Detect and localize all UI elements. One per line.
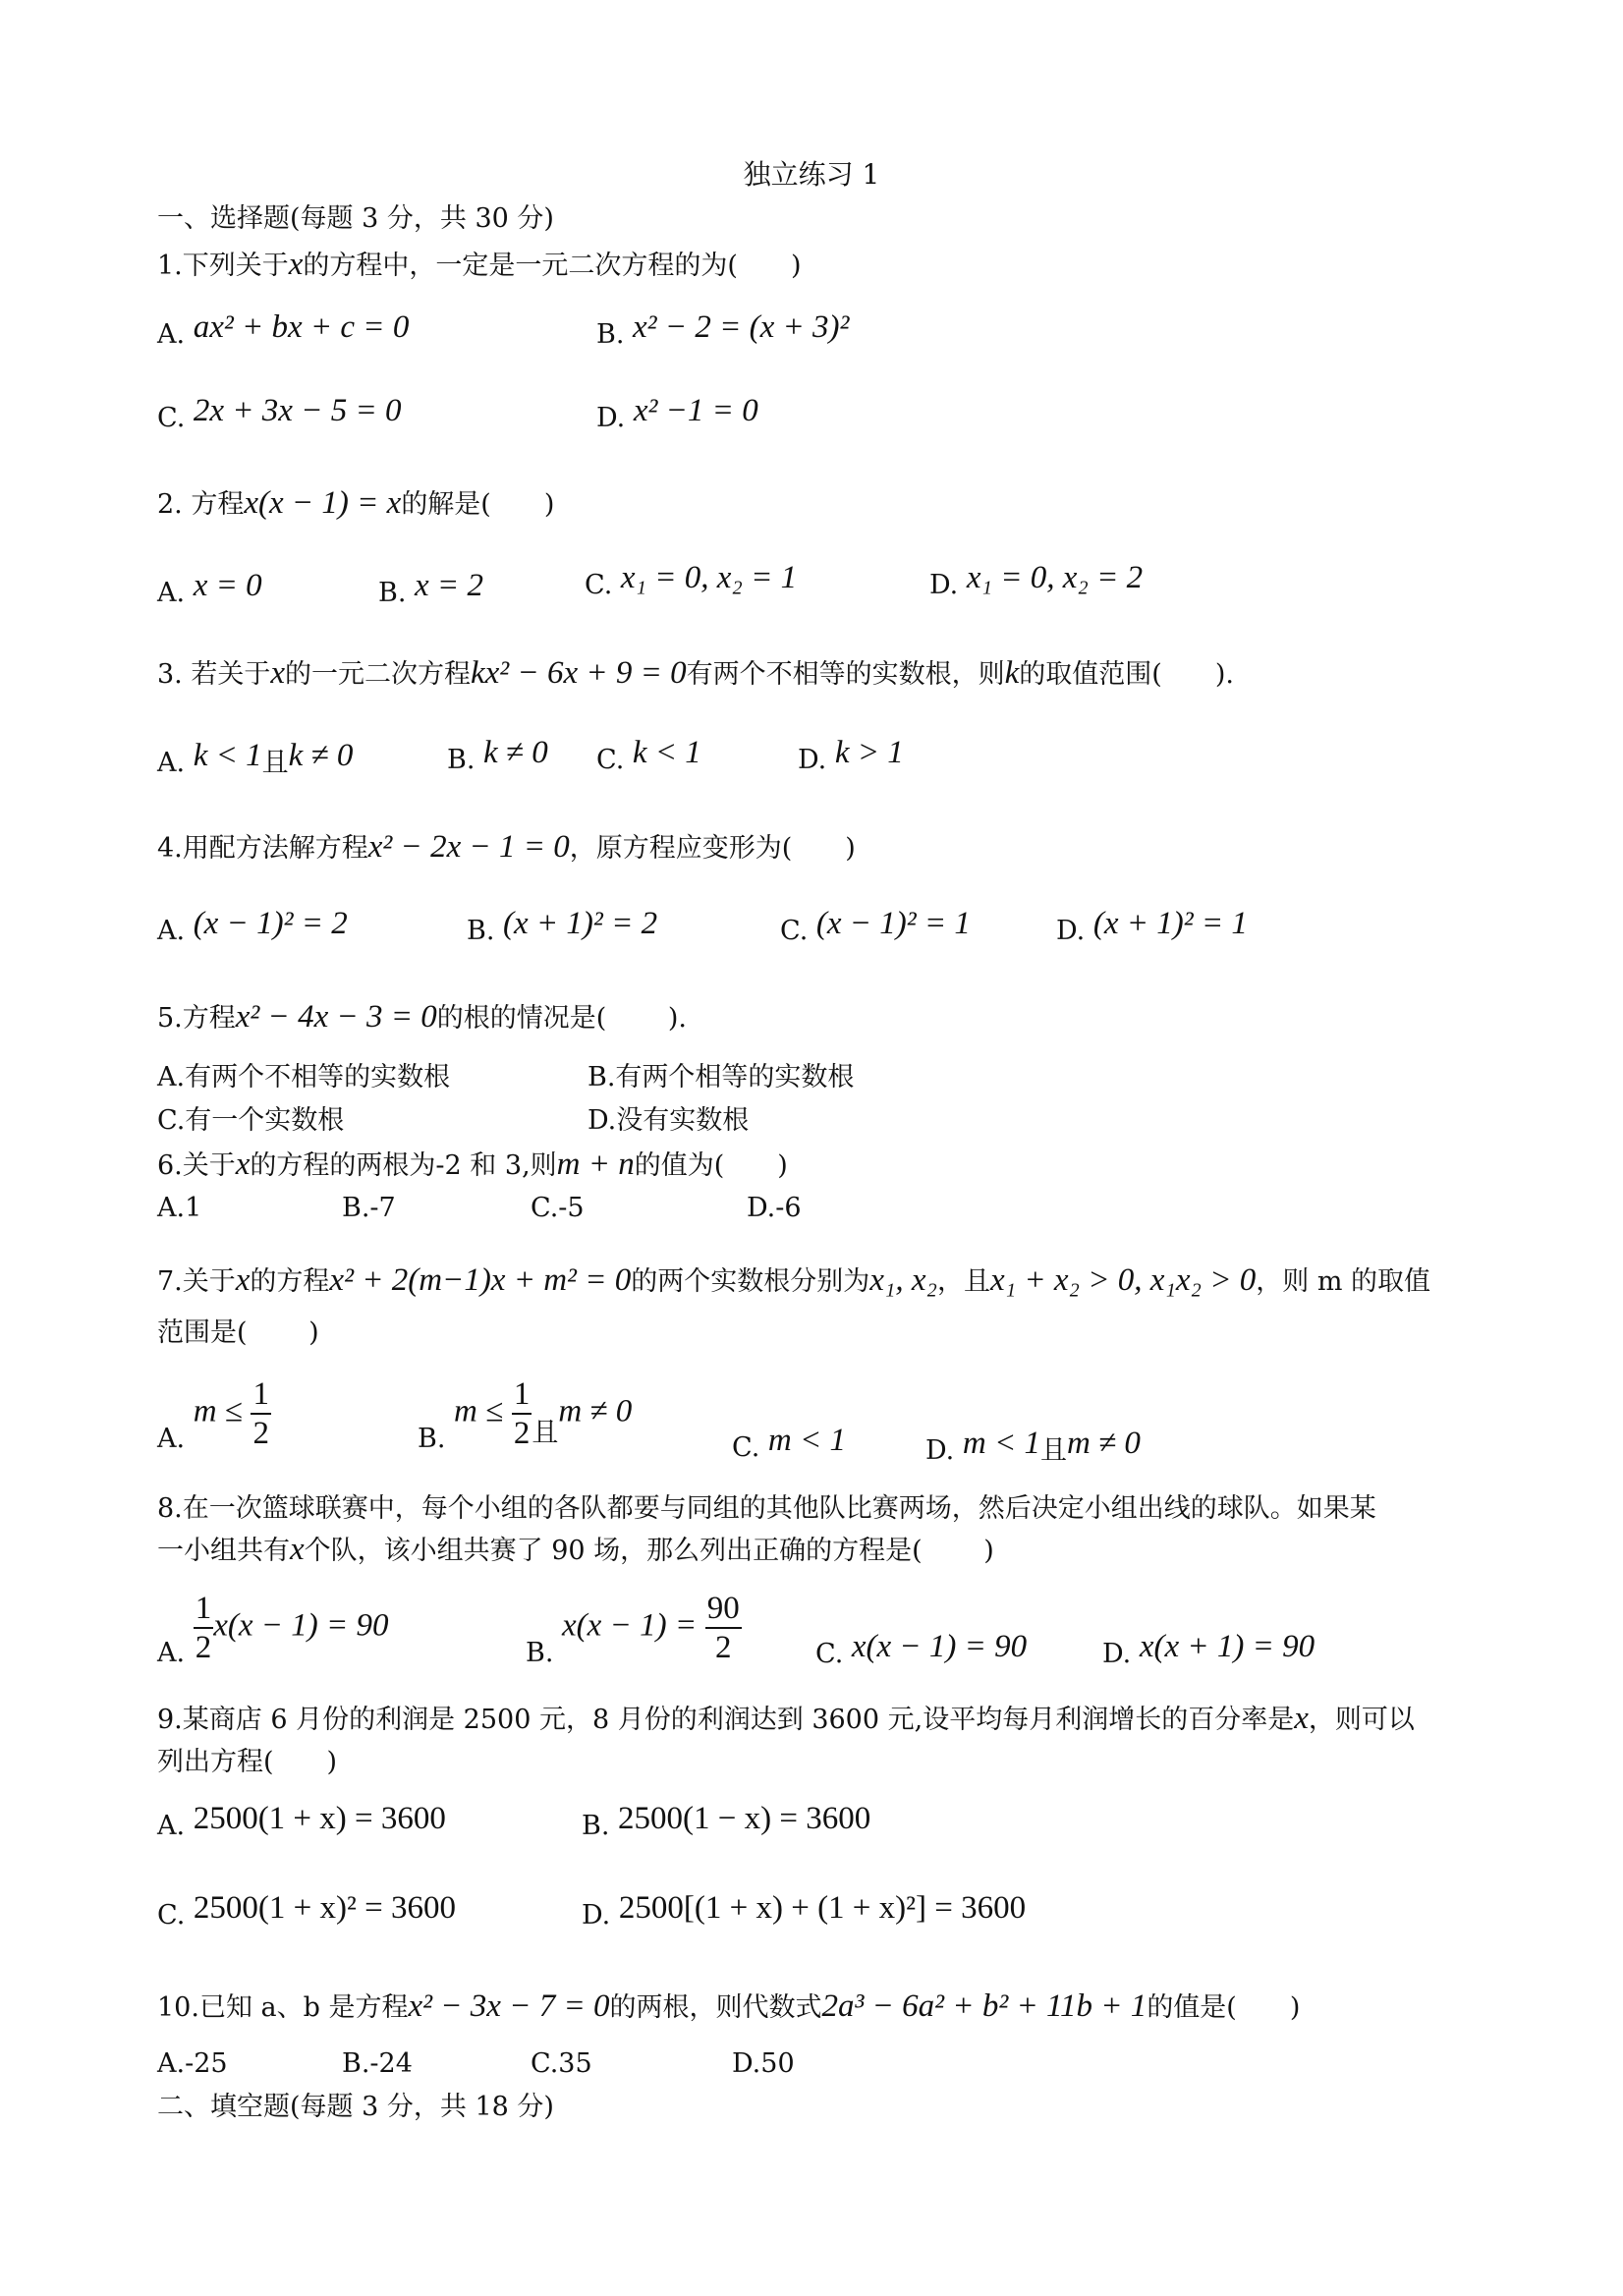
q7-option-a-fraction (251, 1375, 271, 1452)
q3-option-a (157, 735, 354, 778)
q4-option-a-label: A. (157, 916, 186, 946)
q3-option-a-mid: 且 (261, 748, 289, 778)
q10-option-d: D.50 (732, 2048, 795, 2079)
q5-option-b: B.有两个相等的实数根 (588, 1062, 855, 1092)
q4-option-c-label: C. (780, 916, 809, 946)
q2-option-a-label: A. (157, 578, 186, 608)
section-2-heading: 二、填空题(每题 3 分，共 18 分) (157, 2092, 554, 2122)
q7-option-a-pre: m ≤ (193, 1393, 243, 1429)
question-4-stem (157, 830, 856, 866)
q7-option-d (925, 1423, 1141, 1466)
q4-option-d-expr: (x + 1)² = 1 (1092, 906, 1248, 941)
q4-expr: x² − 2x − 1 = 0 (367, 829, 570, 865)
q8-option-a-label: A. (157, 1637, 186, 1668)
q8-option-c (815, 1629, 1028, 1669)
q1-option-d-expr: x² −1 = 0 (633, 393, 758, 428)
q4-option-c (780, 906, 971, 946)
q8-stem-a: 一小组共有 (157, 1536, 290, 1566)
q3-option-c-label: C. (596, 745, 625, 775)
q8-option-b-label: B. (526, 1637, 554, 1668)
q2-option-a (157, 568, 262, 608)
q1-option-a-label: A. (157, 319, 186, 350)
question-6-stem (157, 1148, 788, 1183)
q10-stem-b: 的两根，则代数式 (609, 1992, 822, 2023)
q5-option-d: D.没有实数根 (588, 1105, 750, 1136)
q4-option-d (1056, 906, 1248, 946)
q3-option-c (596, 735, 701, 775)
q3-option-a-expr2: k ≠ 0 (288, 738, 354, 773)
q7-stem-a: 7.关于 (157, 1266, 236, 1297)
q9-option-d-label: D. (582, 1900, 611, 1931)
q7-option-d-label: D. (925, 1435, 955, 1466)
q1-option-a-expr: ax² + bx + c = 0 (193, 309, 410, 345)
q7-option-d-expr2: m ≠ 0 (1066, 1426, 1141, 1461)
q8-option-d (1102, 1629, 1315, 1669)
q6-stem-a: 6.关于 (157, 1150, 236, 1181)
q2-option-b (378, 568, 483, 608)
q6-option-a: A.1 (157, 1193, 202, 1223)
q2-stem-a: 2. 方程 (157, 489, 245, 520)
q8-var: x (290, 1532, 305, 1567)
q8-option-b (526, 1590, 742, 1666)
q3-option-b (447, 735, 548, 775)
q10-option-c: C.35 (531, 2048, 592, 2079)
q7-option-a-label: A. (157, 1423, 186, 1454)
q10-stem-c: 的值是( ) (1147, 1992, 1301, 2023)
q3-option-d-expr: k > 1 (834, 735, 904, 770)
q7-stem-e: ，则 m 的取值 (1256, 1266, 1431, 1297)
q1-option-a (157, 309, 410, 350)
q4-option-b-label: B. (467, 916, 495, 946)
q7-option-c-label: C. (732, 1432, 760, 1463)
q9-option-b-expr: 2500(1 − x) = 3600 (618, 1801, 871, 1836)
q9-stem-a: 9.某商店 6 月份的利润是 2500 元，8 月份的利润达到 3600 元,设平均每月利润增长的百分率是 (157, 1705, 1295, 1735)
q1-option-c (157, 393, 402, 433)
q4-option-a-expr: (x − 1)² = 2 (193, 906, 348, 941)
q7-option-a-numerator: 1 (251, 1375, 271, 1415)
q8-stem-b: 个队，该小组共赛了 90 场，那么列出正确的方程是( ) (304, 1536, 994, 1566)
q7-roots: x₁, x₂ (869, 1262, 937, 1298)
q3-var: x (270, 655, 285, 691)
page-title: 独立练习 1 (743, 158, 880, 191)
q10-option-a: A.-25 (157, 2048, 228, 2079)
q8-option-b-pre: x(x − 1) = (562, 1607, 698, 1644)
q2-stem-b: 的解是( ) (401, 489, 555, 520)
q2-option-d-label: D. (929, 570, 959, 600)
q9-option-a-expr: 2500(1 + x) = 3600 (193, 1801, 446, 1836)
q3-option-d (798, 735, 904, 775)
q1-option-d (596, 393, 758, 433)
q5-option-a: A.有两个不相等的实数根 (157, 1062, 451, 1092)
q4-stem-a: 4.用配方法解方程 (157, 833, 368, 864)
q3-option-c-expr: k < 1 (632, 735, 701, 770)
q7-var: x (235, 1262, 251, 1298)
q1-option-b-expr: x² − 2 = (x + 3)² (633, 309, 850, 345)
q9-option-c-label: C. (157, 1900, 186, 1931)
q7-option-d-mid: 且 (1039, 1435, 1067, 1466)
q3-stem-a: 3. 若关于 (157, 659, 271, 690)
q6-option-c: C.-5 (531, 1193, 585, 1223)
q9-option-b-label: B. (582, 1811, 610, 1841)
q4-option-c-expr: (x − 1)² = 1 (815, 906, 971, 941)
question-9-stem (157, 1702, 1415, 1737)
q8-option-c-expr: x(x − 1) = 90 (851, 1629, 1028, 1664)
q9-var: x (1294, 1701, 1309, 1736)
q8-option-b-numerator: 90 (705, 1590, 742, 1629)
q1-stem-b: 的方程中，一定是一元二次方程的为( ) (303, 251, 802, 281)
q3-stem-c: 有两个不相等的实数根，则 (686, 659, 1005, 690)
q8-option-b-fraction (705, 1590, 742, 1666)
q7-option-c-expr: m < 1 (767, 1423, 846, 1458)
q1-var: x (288, 247, 304, 282)
q9-stem-b: ，则可以 (1308, 1705, 1415, 1735)
q2-option-c-expr: x₁ = 0, x₂ = 1 (620, 560, 798, 595)
q9-option-a-label: A. (157, 1811, 186, 1841)
q7-option-a-denominator: 2 (252, 1416, 269, 1451)
q7-option-a (157, 1375, 271, 1452)
q7-option-b-fraction (512, 1375, 532, 1452)
q3-expr: kx² − 6x + 9 = 0 (471, 655, 687, 691)
q1-option-b (596, 309, 850, 350)
q8-option-c-label: C. (815, 1639, 844, 1669)
q8-option-d-label: D. (1102, 1639, 1132, 1669)
q7-option-b-pre: m ≤ (454, 1393, 504, 1429)
q7-option-b-post: m ≠ 0 (558, 1393, 633, 1429)
q7-stem-d: ，且 (936, 1266, 990, 1297)
q8-option-a-post: x(x − 1) = 90 (213, 1607, 389, 1644)
q6-option-b: B.-7 (342, 1193, 396, 1223)
q1-option-c-label: C. (157, 403, 186, 433)
q2-option-c-label: C. (585, 570, 613, 600)
question-8-line1: 8.在一次篮球联赛中，每个小组的各队都要与同组的其他队比赛两场，然后决定小组出线的球队。如果某 (157, 1493, 1376, 1524)
q6-option-d: D.-6 (747, 1193, 802, 1223)
q8-option-a (157, 1590, 389, 1666)
q7-option-b-numerator: 1 (512, 1375, 532, 1415)
q9-option-c-expr: 2500(1 + x)² = 3600 (193, 1890, 456, 1926)
q2-option-c (585, 560, 798, 600)
q7-option-b (418, 1375, 632, 1452)
q2-option-d-expr: x₁ = 0, x₂ = 2 (966, 560, 1144, 595)
q8-option-a-denominator: 2 (195, 1630, 212, 1665)
q7-option-b-mid: 且 (532, 1417, 559, 1448)
question-3-stem (157, 656, 1234, 692)
q3-stem-b: 的一元二次方程 (285, 659, 471, 690)
q7-expr: x² + 2(m−1)x + m² = 0 (329, 1262, 632, 1298)
question-5-stem (157, 1000, 687, 1036)
q3-var2: k (1004, 655, 1020, 691)
question-10-stem (157, 1989, 1300, 2025)
q9-option-d-expr: 2500[(1 + x) + (1 + x)²] = 3600 (618, 1890, 1027, 1926)
q1-stem-a: 1.下列关于 (157, 251, 289, 281)
q7-condition: x₁ + x₂ > 0, x₁x₂ > 0 (989, 1262, 1257, 1298)
q3-option-a-expr: k < 1 (193, 738, 262, 773)
q7-option-b-label: B. (418, 1423, 446, 1454)
question-9-stem-line2: 列出方程( ) (157, 1747, 338, 1777)
q4-option-d-label: D. (1056, 916, 1086, 946)
q3-stem-d: 的取值范围( ). (1019, 659, 1234, 690)
question-1-stem (157, 248, 802, 283)
q9-option-c (157, 1890, 456, 1931)
question-8-stem (157, 1533, 994, 1568)
q7-option-b-denominator: 2 (513, 1416, 531, 1451)
q3-option-d-label: D. (798, 745, 827, 775)
q10-expr: x² − 3x − 7 = 0 (408, 1988, 610, 2024)
q5-stem-a: 5.方程 (157, 1003, 236, 1034)
q1-option-c-expr: 2x + 3x − 5 = 0 (193, 393, 402, 428)
q6-stem-c: 的值为( ) (634, 1150, 788, 1181)
q9-option-d (582, 1890, 1027, 1931)
question-7-stem (157, 1263, 1430, 1299)
q8-option-d-expr: x(x + 1) = 90 (1139, 1629, 1315, 1664)
q2-option-a-expr: x = 0 (193, 568, 262, 603)
q6-stem-b: 的方程的两根为-2 和 3,则 (250, 1150, 557, 1181)
q8-option-a-numerator: 1 (194, 1590, 214, 1629)
q7-option-c (732, 1423, 846, 1463)
q1-option-b-label: B. (596, 319, 625, 350)
question-7-stem-line2: 范围是( ) (157, 1317, 319, 1348)
q5-expr: x² − 4x − 3 = 0 (235, 999, 437, 1035)
q2-expr: x(x − 1) = x (244, 485, 402, 521)
q4-option-b-expr: (x + 1)² = 2 (503, 906, 658, 941)
q10-option-b: B.-24 (342, 2048, 413, 2079)
q6-expr: m + n (556, 1147, 635, 1182)
q4-stem-b: ，原方程应变形为( ) (569, 833, 856, 864)
q8-option-a-fraction (194, 1590, 214, 1666)
q6-var: x (235, 1147, 251, 1182)
q2-option-b-expr: x = 2 (415, 568, 483, 603)
q7-option-d-expr: m < 1 (962, 1426, 1040, 1461)
q5-stem-b: 的根的情况是( ). (436, 1003, 687, 1034)
q7-stem-c: 的两个实数根分别为 (631, 1266, 870, 1297)
q10-expr2: 2a³ − 6a² + b² + 11b + 1 (821, 1988, 1147, 2024)
q8-option-b-denominator: 2 (714, 1630, 732, 1665)
q3-option-b-expr: k ≠ 0 (483, 735, 548, 770)
q7-stem-b: 的方程 (250, 1266, 330, 1297)
q4-option-a (157, 906, 348, 946)
q9-option-a (157, 1801, 446, 1841)
q4-option-b (467, 906, 658, 946)
question-2-stem (157, 486, 554, 522)
q3-option-b-label: B. (447, 745, 476, 775)
q9-option-b (582, 1801, 871, 1841)
q5-option-c: C.有一个实数根 (157, 1105, 345, 1136)
q2-option-d (929, 560, 1144, 600)
q1-option-d-label: D. (596, 403, 626, 433)
q2-option-b-label: B. (378, 578, 407, 608)
section-1-heading: 一、选择题(每题 3 分，共 30 分) (157, 203, 554, 234)
q3-option-a-label: A. (157, 748, 186, 778)
q10-stem-a: 10.已知 a、b 是方程 (157, 1992, 409, 2023)
